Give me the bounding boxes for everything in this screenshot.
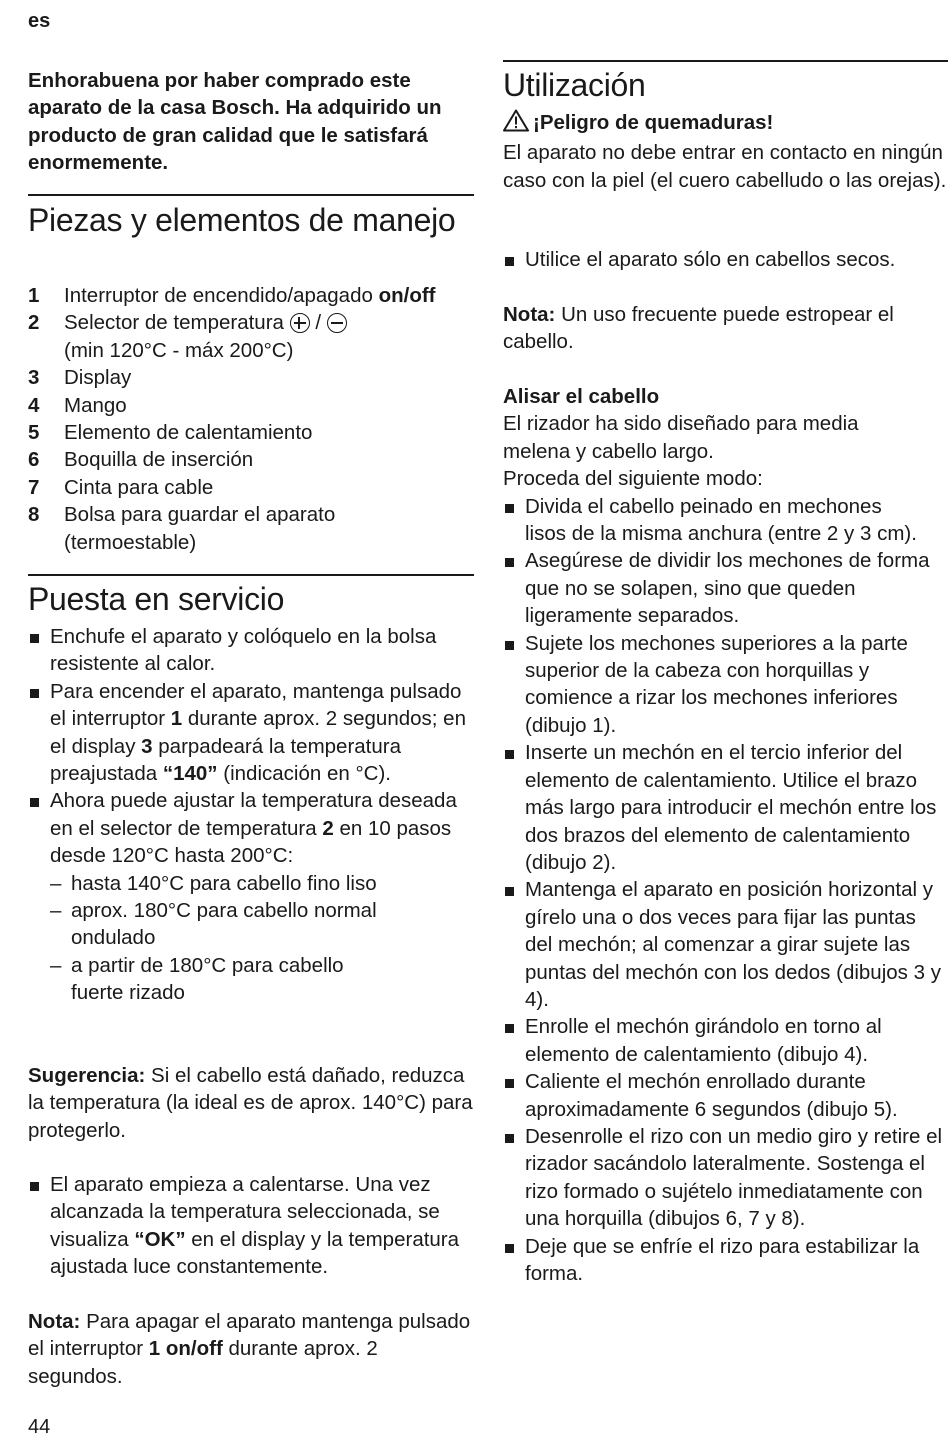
dash-item: – hasta 140°C para cabello fino liso [28, 870, 394, 897]
heating-bullets [28, 1171, 474, 1281]
bullet-text: El aparato empieza a calentarse. Una vez alcanzada la temperatura seleccionada, se visualiza [50, 1173, 440, 1251]
item-number: 4 [28, 393, 40, 417]
note-text: Un uso frecuente puede estropear el cabello. [503, 303, 894, 354]
section-title-parts: Piezas y elementos de manejo [28, 202, 456, 238]
step-item: Mantenga el aparato en posición horizontal y gírelo una o dos veces para fijar las puntas del mechón; al comenzar a girar sujete las puntas del mechón con los dedos (dibujos 3 y 4). [503, 876, 948, 1013]
bullet-item [28, 787, 474, 869]
item-number: 2 [28, 311, 40, 335]
bullet-text: Enchufe el aparato y colóquelo en la bolsa resistente al calor. [50, 625, 437, 676]
subsection-title: Alisar el cabello [503, 385, 660, 408]
item-text: Cinta para cable [64, 475, 214, 499]
bold-quote: “140” [162, 762, 218, 786]
parts-list-item [28, 392, 474, 419]
minus-circle-icon [327, 313, 347, 333]
note-text: Para apagar el aparato mantenga pulsado el interruptor [28, 1310, 471, 1361]
warning-text: El aparato no debe entrar en contacto en ningún caso con la piel (el cuero cabelludo o las orejas). [503, 141, 947, 192]
warning-triangle-icon [503, 109, 529, 139]
bullet-text: Para encender el aparato, mantenga pulsado el interruptor [50, 679, 462, 731]
section-title-usage: Utilización [503, 67, 646, 103]
section-divider [503, 60, 948, 62]
straighten-block [503, 383, 948, 1287]
section-divider [28, 574, 474, 576]
plus-circle-icon [290, 313, 310, 333]
dash-item: – aprox. 180°C para cabello normal ondulado [28, 897, 394, 952]
item-separator: / [309, 311, 327, 335]
tip-paragraph [28, 1062, 474, 1144]
bullet-text: en el display y la temperatura ajustada luce constantemente. [50, 1227, 460, 1279]
straighten-paragraph: El rizador ha sido diseñado para media melena y cabello largo. [503, 412, 859, 463]
item-text: Mango [64, 393, 127, 417]
step-item: Deje que se enfríe el rizo para estabilizar la forma. [503, 1233, 948, 1288]
item-text: Selector de temperatura [64, 311, 284, 335]
item-text: Interruptor de encendido/apagado [64, 284, 379, 307]
section-divider [28, 194, 474, 196]
bullet-text: durante aprox. 2 segundos; en el display [50, 707, 466, 758]
usage-note-paragraph [503, 301, 948, 356]
section-title-startup: Puesta en servicio [28, 581, 285, 617]
tip-label: Sugerencia: [28, 1064, 146, 1087]
heating-bullet-block [28, 1171, 474, 1281]
parts-list-block [28, 282, 474, 556]
item-number: 7 [28, 475, 40, 499]
page-number: 44 [28, 1416, 51, 1438]
dry-hair-bullets [503, 246, 948, 273]
parts-list-item [28, 282, 474, 309]
parts-list-item [28, 446, 474, 473]
off-note-paragraph [28, 1308, 474, 1390]
note-bold: 1 on/off [148, 1337, 223, 1361]
item-number: 1 [28, 284, 40, 307]
step-item: Desenrolle el rizo con un medio giro y retire el rizador sacándolo lateralmente. Sostenga el rizo formado o sujételo inmediatamente con una horquilla (dibujos 6, 7 y 8). [503, 1123, 948, 1233]
item-range: (min 120°C - máx 200°C) [64, 338, 294, 362]
item-number: 8 [28, 503, 40, 527]
step-item: Divida el cabello peinado en mechones lisos de la misma anchura (entre 2 y 3 cm). [503, 493, 948, 548]
parts-list-item [28, 501, 474, 556]
item-text: Boquilla de inserción [64, 448, 254, 472]
warning-title: ¡Peligro de quemaduras! [533, 111, 774, 134]
dry-hair-bullet-block [503, 246, 948, 273]
parts-list-item [28, 309, 474, 364]
temperature-dash-list [28, 870, 474, 1007]
startup-bullets [28, 623, 474, 870]
parts-list-item [28, 419, 474, 446]
note-text: durante aprox. 2 segundos. [28, 1337, 378, 1388]
item-bold-text: on/off [378, 284, 436, 307]
bullet-item [28, 623, 474, 678]
parts-list-item [28, 364, 474, 391]
bullet-item: Utilice el aparato sólo en cabellos secos. [503, 246, 948, 273]
language-code: es [28, 10, 51, 32]
bullet-text: en 10 pasos desde 120°C hasta 200°C: [50, 816, 452, 868]
item-text: Bolsa para guardar el aparato (termoestable) [64, 503, 336, 554]
bold-ref: 2 [322, 816, 334, 840]
item-number: 6 [28, 448, 40, 472]
bold-ref: 3 [141, 734, 153, 758]
parts-list-item [28, 474, 474, 501]
step-item: Asegúrese de dividir los mechones de forma que no se solapen, sino que queden ligeramente separados. [503, 547, 948, 629]
note-label: Nota: [28, 1310, 81, 1333]
startup-block [28, 623, 474, 1007]
step-item: Enrolle el mechón girándolo en torno al elemento de calentamiento (dibujo 4). [503, 1013, 948, 1068]
step-item: Sujete los mechones superiores a la parte superior de la cabeza con horquillas y comience a rizar los mechones inferiores (dibujo 1). [503, 630, 948, 740]
step-item: Inserte un mechón en el tercio inferior del elemento de calentamiento. Utilice el brazo más largo para introducir el mechón entre los dos brazos del elemento de calentamiento (dibujo 2). [503, 739, 948, 876]
bullet-text: Ahora puede ajustar la temperatura deseada en el selector de temperatura [50, 789, 457, 840]
bullet-item [28, 1171, 474, 1281]
bold-quote: “OK” [134, 1227, 186, 1251]
intro-paragraph [28, 67, 474, 177]
tip-text: Si el cabello está dañado, reduzca la temperatura (la ideal es de aprox. 140°C) para protegerlo. [28, 1064, 473, 1142]
straighten-paragraph: Proceda del siguiente modo: [503, 467, 763, 491]
warning-block [503, 109, 948, 194]
item-number: 5 [28, 421, 40, 445]
intro-text: Enhorabuena por haber comprado este aparato de la casa Bosch. Ha adquirido un producto de gran calidad que le satisfará enormemente. [28, 69, 442, 175]
item-number: 3 [28, 366, 40, 390]
item-text: Display [64, 366, 132, 390]
bold-ref: 1 [170, 707, 183, 731]
item-text: Elemento de calentamiento [64, 421, 313, 445]
bullet-text: (indicación en °C). [217, 762, 391, 786]
note-label: Nota: [503, 303, 556, 326]
bullet-item [28, 678, 474, 788]
bullet-text: parpadeará la temperatura preajustada [50, 734, 402, 786]
dash-item: – a partir de 180°C para cabello fuerte rizado [28, 952, 394, 1007]
steps-list [503, 493, 948, 1288]
step-item: Caliente el mechón enrollado durante aproximadamente 6 segundos (dibujo 5). [503, 1068, 948, 1123]
parts-list [28, 282, 474, 556]
